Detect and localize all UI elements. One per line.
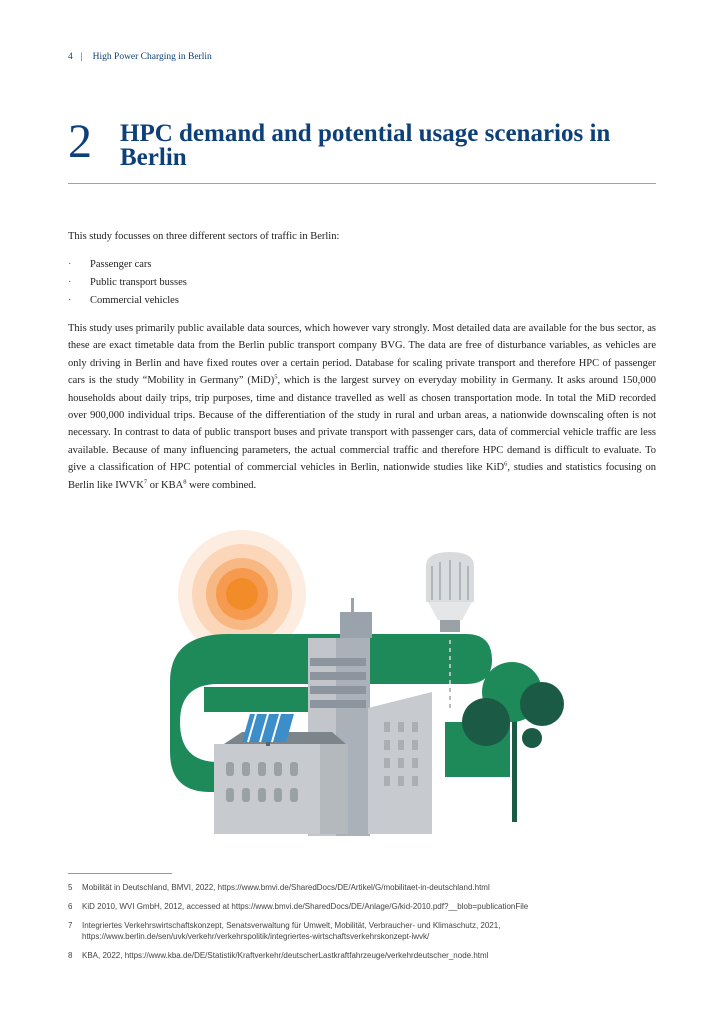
footnote-number: 7: [68, 921, 73, 930]
house-building: [214, 732, 348, 834]
footnote-ref[interactable]: 5: [274, 373, 278, 381]
footnotes: [68, 882, 658, 969]
footnote-text[interactable]: Mobilität in Deutschland, BMVI, 2022, https://www.bmvi.de/SharedDocs/DE/Artikel/G/mobilitaet-in-deutschland.html: [82, 883, 490, 892]
paragraph-segment: were combined.: [186, 479, 257, 491]
footnote-ref[interactable]: 7: [143, 478, 148, 486]
footnote-number: 5: [68, 883, 73, 892]
list-item: [68, 274, 187, 292]
paragraph-segment: or KBA: [147, 479, 184, 491]
footnote-text[interactable]: KBA, 2022, https://www.kba.de/DE/Statistik/Kraftverkehr/deutscherLastkraftfahrzeuge/verkehrdeutscher_node.html: [82, 951, 489, 960]
light-bulb-icon: [426, 552, 474, 712]
page-number: 4: [68, 52, 73, 62]
list-item-label: Public transport busses: [90, 277, 187, 288]
footnote-divider: [68, 873, 172, 874]
tree-icon: [462, 662, 564, 822]
bullet-marker: ·: [68, 277, 72, 288]
paragraph-segment: , studies and statistics focusing on Berlin like IWVK: [68, 462, 656, 491]
document-title: High Power Charging in Berlin: [92, 52, 212, 62]
sector-list: [68, 256, 187, 310]
footnote-number: 8: [68, 951, 73, 960]
footnote-text[interactable]: Integriertes Verkehrswirtschaftskonzept, Senatsverwaltung für Umwelt, Mobilität, Verbraucher- und Klimaschutz, 2021, https://www.berlin.de/sen/uvk/verkehr/verkehrspolitik/integriertes-wirtschaftsverkehrskonzept-iwvk/: [82, 921, 501, 941]
footnote: [68, 882, 658, 893]
list-item: [68, 256, 187, 274]
footnote-number: 6: [68, 902, 73, 911]
footnote: [68, 920, 658, 942]
footnote: [68, 950, 658, 961]
page-header: [68, 52, 212, 62]
list-item-label: Commercial vehicles: [90, 295, 179, 306]
bullet-marker: ·: [68, 295, 72, 306]
chapter-title: HPC demand and potential usage scenarios in Berlin: [120, 120, 611, 171]
city-illustration-icon: [170, 522, 580, 857]
footnote-text[interactable]: KiD 2010, WVI GmbH, 2012, accessed at https://www.bmvi.de/SharedDocs/DE/Anlage/G/kid-2010.pdf?__blob=publicationFile: [82, 902, 529, 911]
chapter-number: 2: [68, 115, 92, 168]
solar-panel-icon: [242, 714, 294, 746]
footnote-ref[interactable]: 6: [504, 460, 508, 468]
header-separator: |: [80, 52, 83, 62]
chapter-divider: [68, 183, 656, 184]
list-item: [68, 292, 187, 310]
bullet-marker: ·: [68, 259, 72, 270]
intro-text: This study focusses on three different sectors of traffic in Berlin:: [68, 231, 340, 242]
footnote-ref[interactable]: 8: [183, 478, 187, 486]
body-paragraph: [68, 320, 656, 494]
right-building: [368, 692, 432, 834]
paragraph-segment: This study uses primarily public available data sources, which however vary strongly. Most detailed data are available for the bus sector, as these are exact timetable data from the Berlin public transport company BVG. The data are free of disturbance variables, as vehicles are only driving in Berlin and have fixed routes over a certain period. Database for scaling private transport and therefore HPC of passenger cars is the study “Mobility in Germany” (MiD): [68, 323, 656, 387]
footnote: [68, 901, 658, 912]
paragraph-segment: , which is the largest survey on everyday mobility in Germany. It asks around 150,000 households about daily trips, trip purposes, time and distance travelled as well as chosen transportation mode. In total the MiD recorded over 900,000 individual trips. Because of the differentiation of the study in rural and urban areas, a nationwide downscaling often is not necessary. In contrast to data of public transport buses and private transport with passenger cars, data of commercial vehicle traffic are less available. Because of many influencing parameters, the actual commercial traffic and therefore HPC demand is difficult to evaluate. To give a classification of HPC potential of commercial vehicles in Berlin, nationwide studies like KiD: [68, 375, 656, 474]
list-item-label: Passenger cars: [90, 259, 152, 270]
